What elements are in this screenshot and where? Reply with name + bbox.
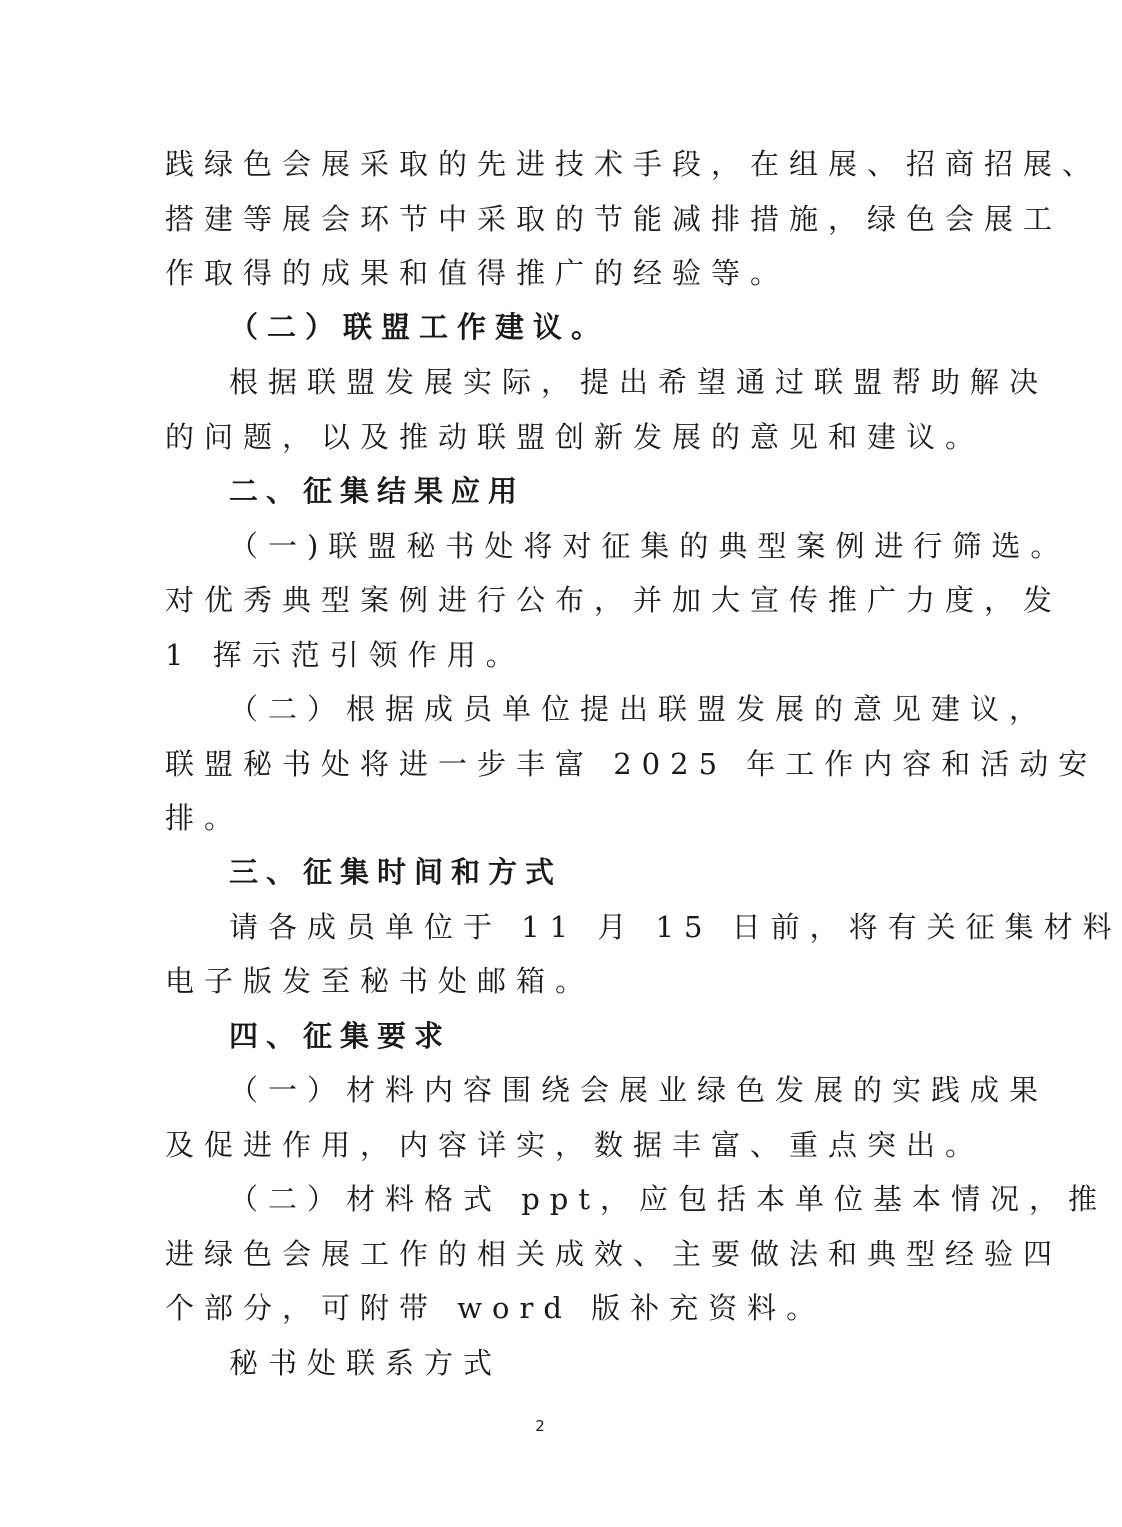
paragraph-line: 排。 xyxy=(165,801,244,835)
paragraph-line: （二）根据成员单位提出联盟发展的意见建议， xyxy=(229,692,1049,726)
section-heading-time-and-method: 三、征集时间和方式 xyxy=(229,855,563,889)
subheading-alliance-suggestions: （二）联盟工作建议。 xyxy=(229,310,610,344)
secretariat-contact-label: 秘书处联系方式 xyxy=(229,1346,503,1380)
paragraph-line: 根据联盟发展实际，提出希望通过联盟帮助解决 xyxy=(229,365,1049,399)
paragraph-line: （一）材料内容围绕会展业绿色发展的实践成果 xyxy=(229,1073,1049,1107)
paragraph-line: 个部分，可附带 word 版补充资料。 xyxy=(165,1291,826,1325)
paragraph-line: 的问题，以及推动联盟创新发展的意见和建议。 xyxy=(165,420,985,454)
paragraph-line: 对优秀典型案例进行公布，并加大宣传推广力度，发 xyxy=(165,583,1063,617)
paragraph-line: （一)联盟秘书处将对征集的典型案例进行筛选。 xyxy=(229,529,1070,563)
page-number: 2 xyxy=(535,1417,545,1435)
paragraph-line: 及促进作用，内容详实，数据丰富、重点突出。 xyxy=(165,1128,985,1162)
paragraph-line: （二）材料格式 ppt，应包括本单位基本情况，推 xyxy=(229,1182,1108,1216)
paragraph-line: 践绿色会展采取的先进技术手段，在组展、招商招展、 xyxy=(165,147,1102,181)
paragraph-line: 请各成员单位于 11 月 15 日前，将有关征集材料 xyxy=(229,910,1122,944)
section-heading-results-application: 二、征集结果应用 xyxy=(229,474,526,508)
section-heading-requirements: 四、征集要求 xyxy=(229,1019,452,1053)
paragraph-line: 电子版发至秘书处邮箱。 xyxy=(165,964,595,998)
paragraph-line: 联盟秘书处将进一步丰富 2025 年工作内容和活动安 xyxy=(165,747,1098,781)
paragraph-line: 搭建等展会环节中采取的节能减排措施，绿色会展工 xyxy=(165,202,1063,236)
paragraph-line: 进绿色会展工作的相关成效、主要做法和典型经验四 xyxy=(165,1237,1063,1271)
paragraph-line: 作取得的成果和值得推广的经验等。 xyxy=(165,256,790,290)
paragraph-line: 1 挥示范引领作用。 xyxy=(165,638,525,672)
